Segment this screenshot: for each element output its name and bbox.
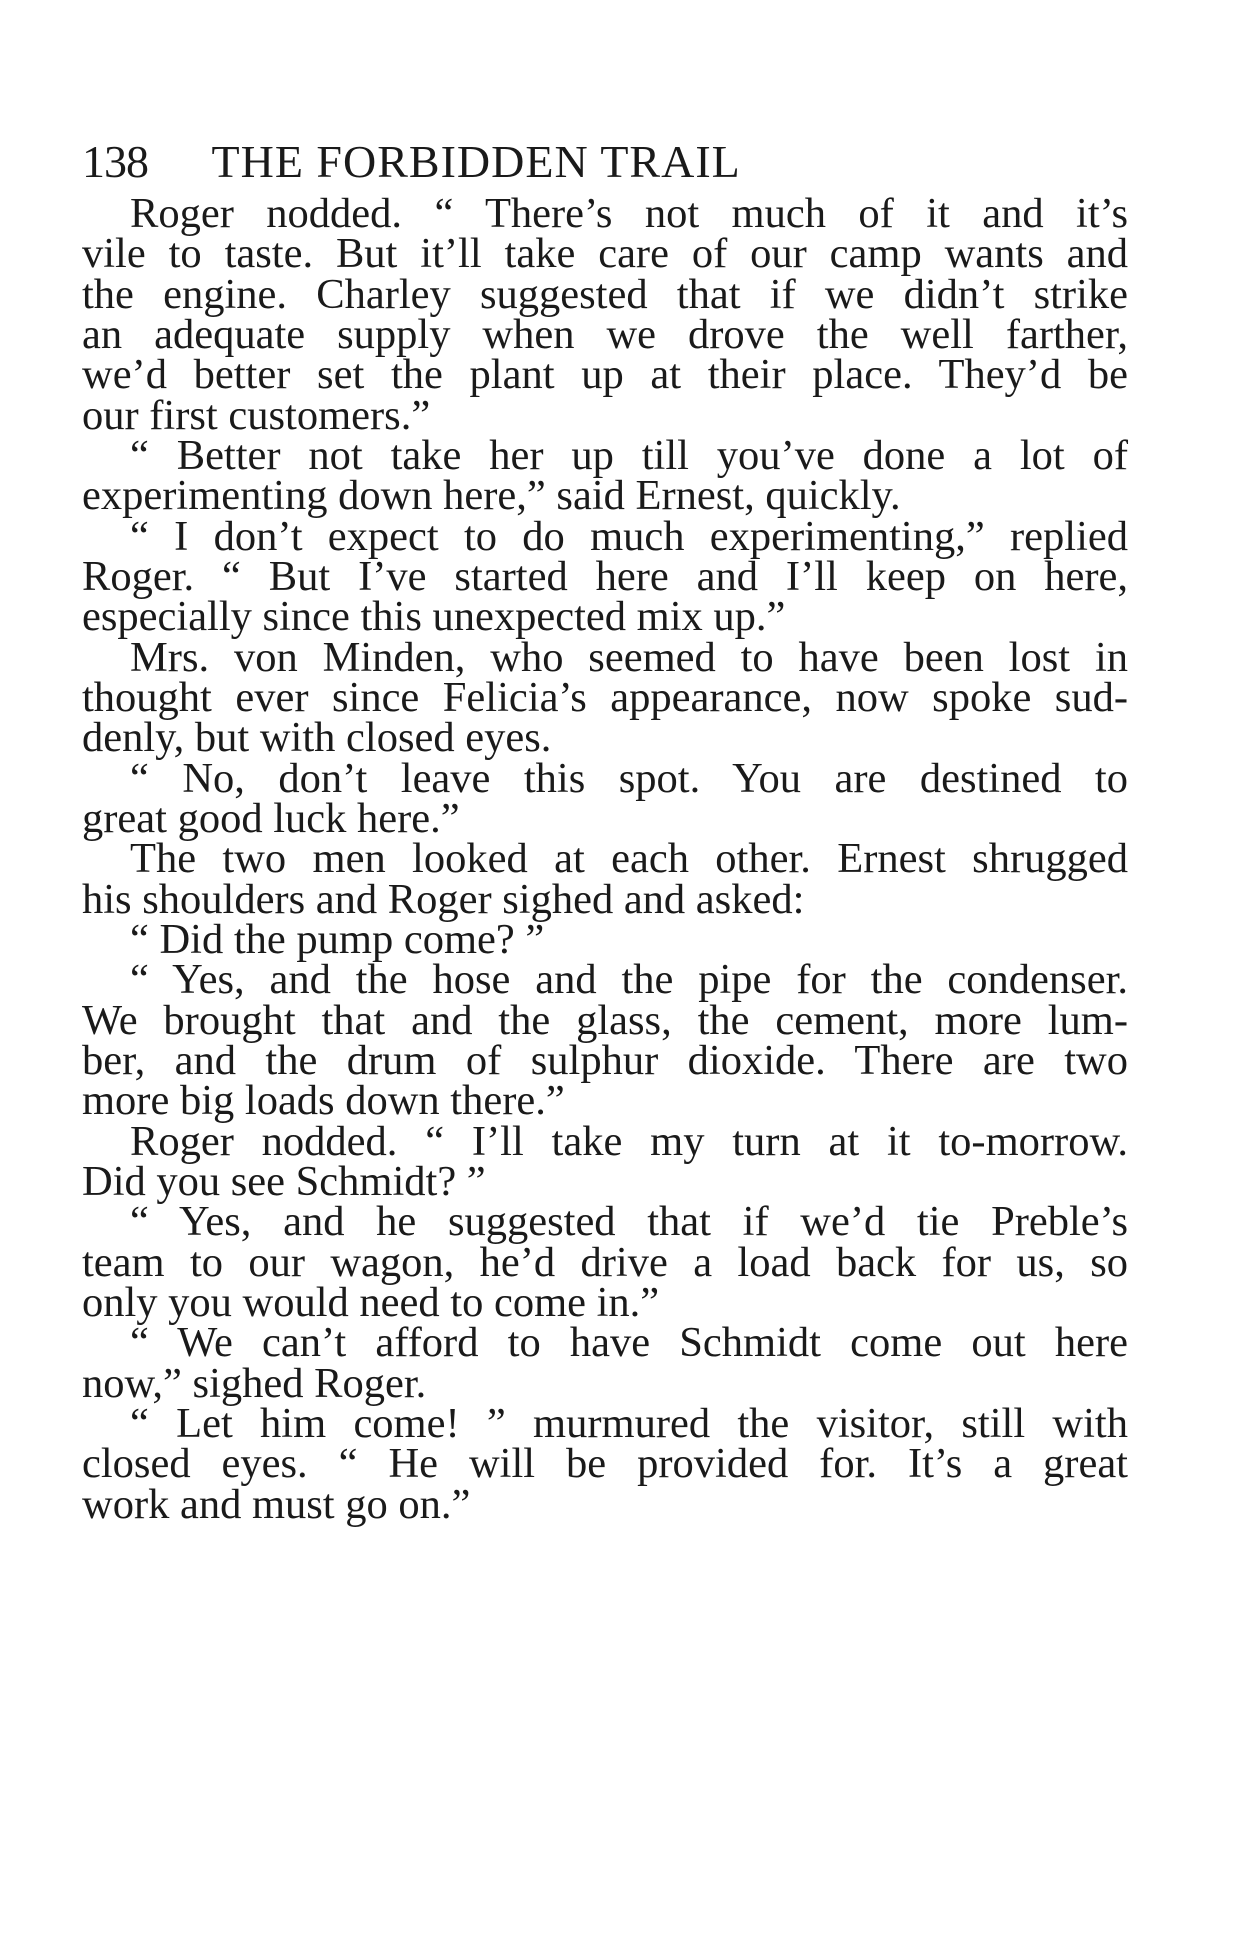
text-line: thought ever since Felicia’s appearance, now spoke sud-: [82, 674, 1128, 721]
text-line: “ No, don’t leave this spot. You are destined to: [130, 755, 1128, 802]
text-line: “ Yes, and the hose and the pipe for the condenser.: [130, 956, 1128, 1003]
text-line: the engine. Charley suggested that if we didn’t strike: [82, 271, 1128, 318]
page-number: 138: [82, 136, 148, 187]
text-line: ber, and the drum of sulphur dioxide. There are two: [82, 1037, 1128, 1084]
text-line: Roger nodded. “ I’ll take my turn at it to-morrow.: [130, 1118, 1128, 1165]
text-line: “ Did the pump come? ”: [130, 916, 545, 963]
text-line: now,” sighed Roger.: [82, 1360, 427, 1407]
text-line: experimenting down here,” said Ernest, quickly.: [82, 472, 901, 519]
book-title: THE FORBIDDEN TRAIL: [211, 136, 741, 187]
text-line: “ We can’t afford to have Schmidt come out here: [130, 1319, 1128, 1366]
text-line: We brought that and the glass, the cement, more lum-: [82, 997, 1128, 1044]
text-line: “ Yes, and he suggested that if we’d tie Preble’s: [130, 1198, 1128, 1245]
text-line: “ Let him come! ” murmured the visitor, still with: [130, 1400, 1128, 1447]
text-line: great good luck here.”: [82, 795, 460, 842]
text-line: Roger. “ But I’ve started here and I’ll keep on here,: [82, 553, 1128, 600]
text-line: more big loads down there.”: [82, 1077, 565, 1124]
text-line: only you would need to come in.”: [82, 1279, 660, 1326]
text-line: Did you see Schmidt? ”: [82, 1158, 486, 1205]
text-line: his shoulders and Roger sighed and asked:: [82, 876, 805, 923]
text-line: work and must go on.”: [82, 1481, 471, 1528]
text-line: The two men looked at each other. Ernest shrugged: [130, 835, 1128, 882]
text-line: “ I don’t expect to do much experimenting,” replied: [130, 513, 1128, 560]
text-line: especially since this unexpected mix up.”: [82, 593, 786, 640]
text-line: “ Better not take her up till you’ve done a lot of: [130, 432, 1128, 479]
text-line: vile to taste. But it’ll take care of our camp wants and: [82, 230, 1128, 277]
text-line: we’d better set the plant up at their place. They’d be: [82, 351, 1128, 398]
text-line: team to our wagon, he’d drive a load back for us, so: [82, 1239, 1128, 1286]
text-line: an adequate supply when we drove the well farther,: [82, 311, 1128, 358]
text-line: denly, but with closed eyes.: [82, 714, 552, 761]
text-line: Roger nodded. “ There’s not much of it and it’s: [130, 190, 1128, 237]
text-line: our first customers.”: [82, 392, 431, 439]
running-head: [82, 132, 1142, 192]
text-line: closed eyes. “ He will be provided for. It’s a great: [82, 1440, 1128, 1487]
text-line: Mrs. von Minden, who seemed to have been lost in: [130, 634, 1128, 681]
